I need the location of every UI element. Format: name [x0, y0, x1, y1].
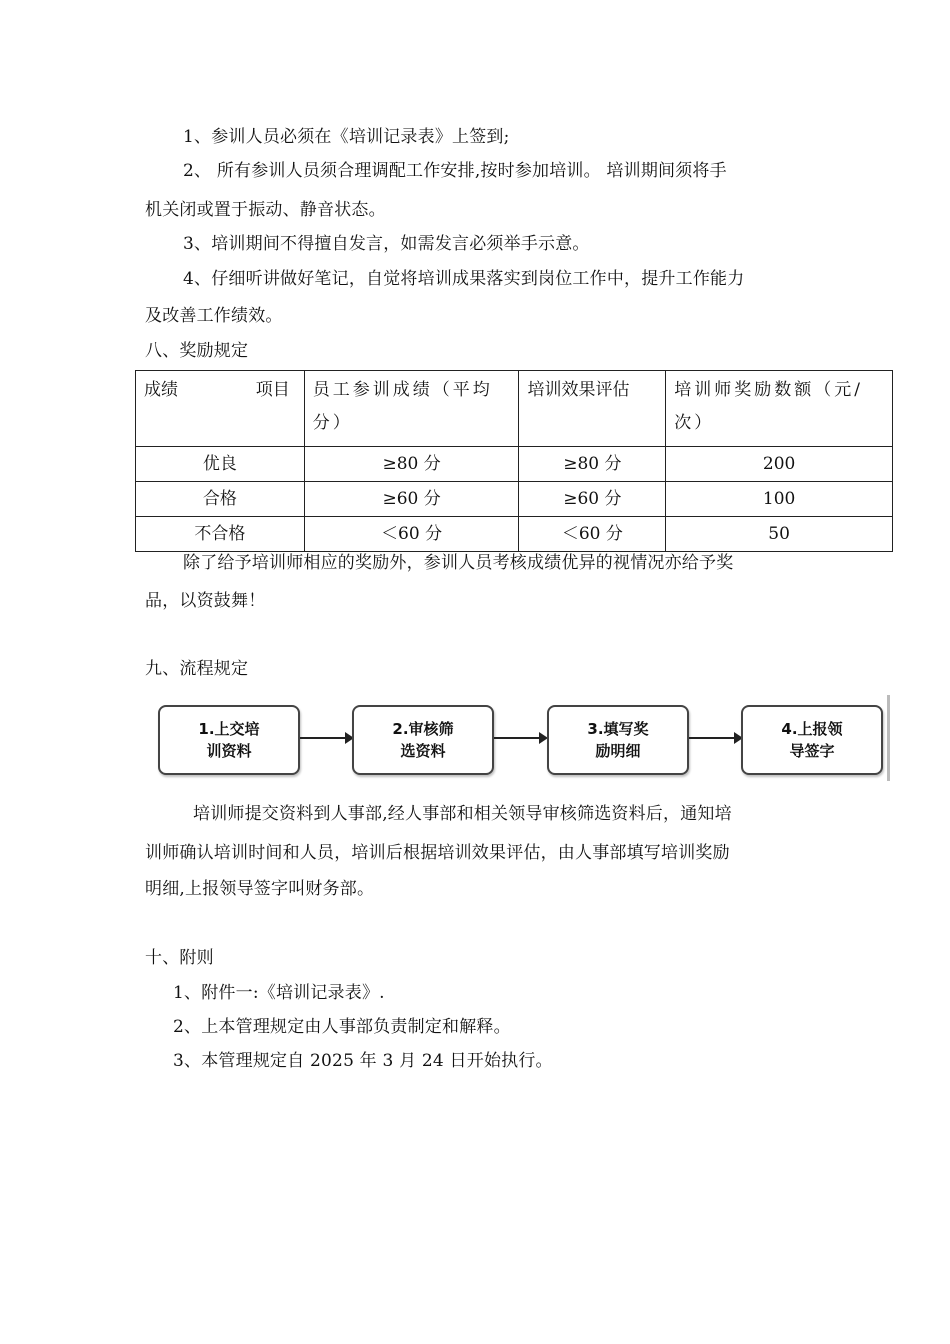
flow-step-4: [741, 705, 883, 775]
process-para-line1: 培训师提交资料到人事部,经人事部和相关领导审核筛选资料后，通知培: [193, 804, 732, 824]
process-para-line3: 明细,上报领导签字叫财务部。: [145, 879, 375, 899]
header-item-label: 项目: [255, 380, 290, 400]
flow-step-2-line1: 2.审核筛: [392, 720, 454, 738]
rule-item-4-line2: 及改善工作绩效。: [145, 306, 283, 326]
header-cell-grade-item: [136, 371, 305, 447]
header-cell-eval: 培训效果评估: [519, 371, 666, 447]
table-header-row: [136, 371, 893, 447]
rule-item-2-line2: 机关闭或置于振动、静音状态。: [145, 200, 386, 220]
section-heading-rewards: 八、奖励规定: [145, 341, 249, 361]
header-grade-label: 成绩: [144, 380, 178, 400]
reward-note-line1: 除了给予培训师相应的奖励外，参训人员考核成绩优异的视情况亦给予奖: [183, 553, 734, 573]
flow-arrow-3: [689, 737, 741, 739]
rule-item-2-line1: 2、 所有参训人员须合理调配工作安排,按时参加培训。 培训期间须将手: [183, 161, 727, 181]
cell-score: ≥80 分: [304, 447, 519, 482]
cell-amount: 100: [666, 482, 893, 517]
flow-step-3: [547, 705, 689, 775]
process-para-line2: 训师确认培训时间和人员，培训后根据培训效果评估，由人事部填写培训奖励: [145, 843, 730, 863]
header-cell-score: 员工参训成绩（平均分）: [304, 371, 519, 447]
table-row: [136, 517, 893, 552]
flow-step-3-line2: 励明细: [595, 742, 641, 760]
flow-step-3-line1: 3.填写奖: [587, 720, 649, 738]
table-row: [136, 482, 893, 517]
rule-item-4-line1: 4、仔细听讲做好笔记，自觉将培训成果落实到岗位工作中，提升工作能力: [183, 269, 745, 289]
cell-eval: ＜60 分: [519, 517, 666, 552]
flow-arrow-1: [300, 737, 352, 739]
cell-grade: 优良: [136, 447, 305, 482]
cell-grade: 合格: [136, 482, 305, 517]
cell-score: ＜60 分: [304, 517, 519, 552]
section-heading-appendix: 十、附则: [145, 948, 214, 968]
appendix-item-2: 2、上本管理规定由人事部负责制定和解释。: [173, 1017, 511, 1037]
cell-grade: 不合格: [136, 517, 305, 552]
rule-item-3: 3、培训期间不得擅自发言，如需发言必须举手示意。: [183, 234, 590, 254]
section-heading-process: 九、流程规定: [145, 659, 249, 679]
flow-step-1: [158, 705, 300, 775]
flow-step-4-line2: 导签字: [789, 742, 835, 760]
header-cell-amount: 培训师奖励数额（元/次）: [666, 371, 893, 447]
flow-step-2-line2: 选资料: [400, 742, 446, 760]
appendix-item-3: 3、本管理规定自 2025 年 3 月 24 日开始执行。: [173, 1051, 553, 1071]
cell-score: ≥60 分: [304, 482, 519, 517]
appendix-item-1: 1、附件一:《培训记录表》.: [173, 983, 385, 1003]
flow-arrow-2: [494, 737, 546, 739]
flow-step-1-line2: 训资料: [206, 742, 252, 760]
reward-note-line2: 品，以资鼓舞！: [145, 591, 266, 611]
cell-eval: ≥80 分: [519, 447, 666, 482]
flow-step-4-line1: 4.上报领: [781, 720, 843, 738]
flow-edge-divider: [887, 695, 890, 781]
flow-step-2: [352, 705, 494, 775]
rule-item-1: 1、参训人员必须在《培训记录表》上签到;: [183, 127, 510, 147]
process-flowchart: [150, 695, 890, 785]
cell-eval: ≥60 分: [519, 482, 666, 517]
reward-table: [135, 370, 893, 552]
flow-step-1-line1: 1.上交培: [198, 720, 260, 738]
cell-amount: 200: [666, 447, 893, 482]
table-row: [136, 447, 893, 482]
cell-amount: 50: [666, 517, 893, 552]
